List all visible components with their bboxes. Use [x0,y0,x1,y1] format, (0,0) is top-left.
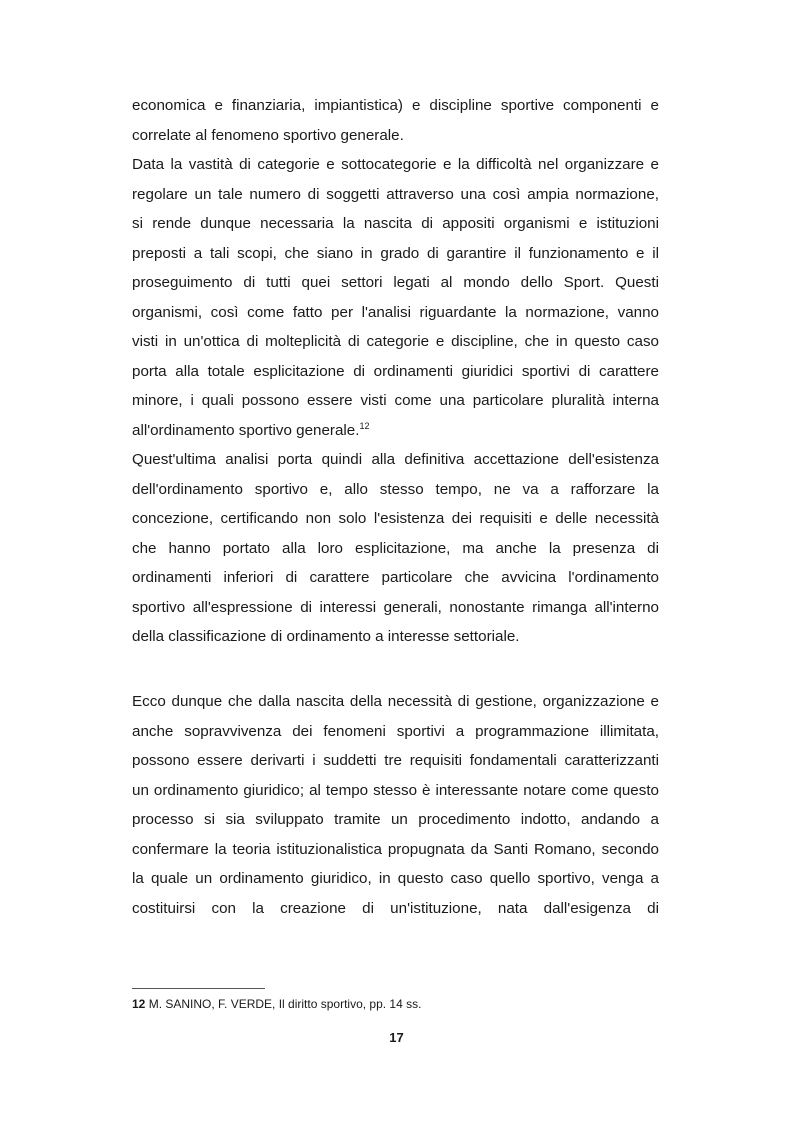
text-line: Quest'ultima analisi porta quindi alla definitiva accettazione dell'esistenza [132,451,659,468]
text-line: della classificazione di ordinamento a interesse settoriale. [132,628,520,645]
text-line: anche sopravvivenza dei fenomeni sportivi a programmazione illimitata, [132,722,659,740]
text-line [132,416,659,446]
text-line: sportivo all'espressione di interessi generali, nonostante rimanga all'interno [132,598,659,616]
page-number: 17 [389,1030,404,1045]
text-line-content: all'ordinamento sportivo generale. [132,421,360,439]
body-text-bottom [132,687,659,923]
text-line: economica e finanziaria, impiantistica) e discipline sportive componenti e [132,97,659,114]
text-line: la quale un ordinamento giuridico, in questo caso quello sportivo, venga a [132,870,659,887]
text-line: processo si sia sviluppato tramite un procedimento indotto, andando a [132,811,659,828]
text-line: organismi, così come fatto per l'analisi riguardante la normazione, vanno [132,303,659,321]
footnote-number: 12 [132,997,146,1011]
text-line: correlate al fenomeno sportivo generale. [132,126,404,144]
text-line: dell'ordinamento sportivo e, allo stesso tempo, ne va a rafforzare la [132,480,659,498]
text-line: Data la vastità di categorie e sottocategorie e la difficoltà nel organizzare e [132,156,659,173]
text-line: si rende dunque necessaria la nascita di appositi organismi e istituzioni [132,215,659,232]
text-line: visti in un'ottica di molteplicità di categorie e discipline, che in questo caso [132,333,659,350]
text-line: ordinamenti inferiori di carattere particolare che avvicina l'ordinamento [132,569,659,586]
footnote [132,997,421,1011]
text-line: costituirsi con la creazione di un'istituzione, nata dall'esigenza di [132,899,659,917]
text-line: confermare la teoria istituzionalistica propugnata da Santi Romano, secondo [132,840,659,858]
text-line: minore, i quali possono essere visti come una particolare pluralità interna [132,392,659,409]
text-line: un ordinamento giuridico; al tempo stesso è interessante notare come questo [132,781,659,799]
footnote-reference[interactable]: 12 [359,420,370,431]
footnote-text: M. SANINO, F. VERDE, Il diritto sportivo, pp. 14 ss. [145,997,422,1011]
text-line: concezione, certificando non solo l'esistenza dei requisiti e delle necessità [132,510,659,527]
text-line: possono essere derivarti i suddetti tre requisiti fondamentali caratterizzanti [132,752,659,769]
text-line: proseguimento di tutti quei settori legati al mondo dello Sport. Questi [132,274,659,291]
text-line: porta alla totale esplicitazione di ordinamenti giuridici sportivi di carattere [132,362,659,380]
body-text-top [132,91,659,652]
text-line: che hanno portato alla loro esplicitazione, ma anche la presenza di [132,539,659,557]
text-line: regolare un tale numero di soggetti attraverso una così ampia normazione, [132,185,659,203]
footnote-separator [132,988,265,989]
text-line: Ecco dunque che dalla nascita della necessità di gestione, organizzazione e [132,693,659,710]
text-line: preposti a tali scopi, che siano in grado di garantire il funzionamento e il [132,244,659,262]
